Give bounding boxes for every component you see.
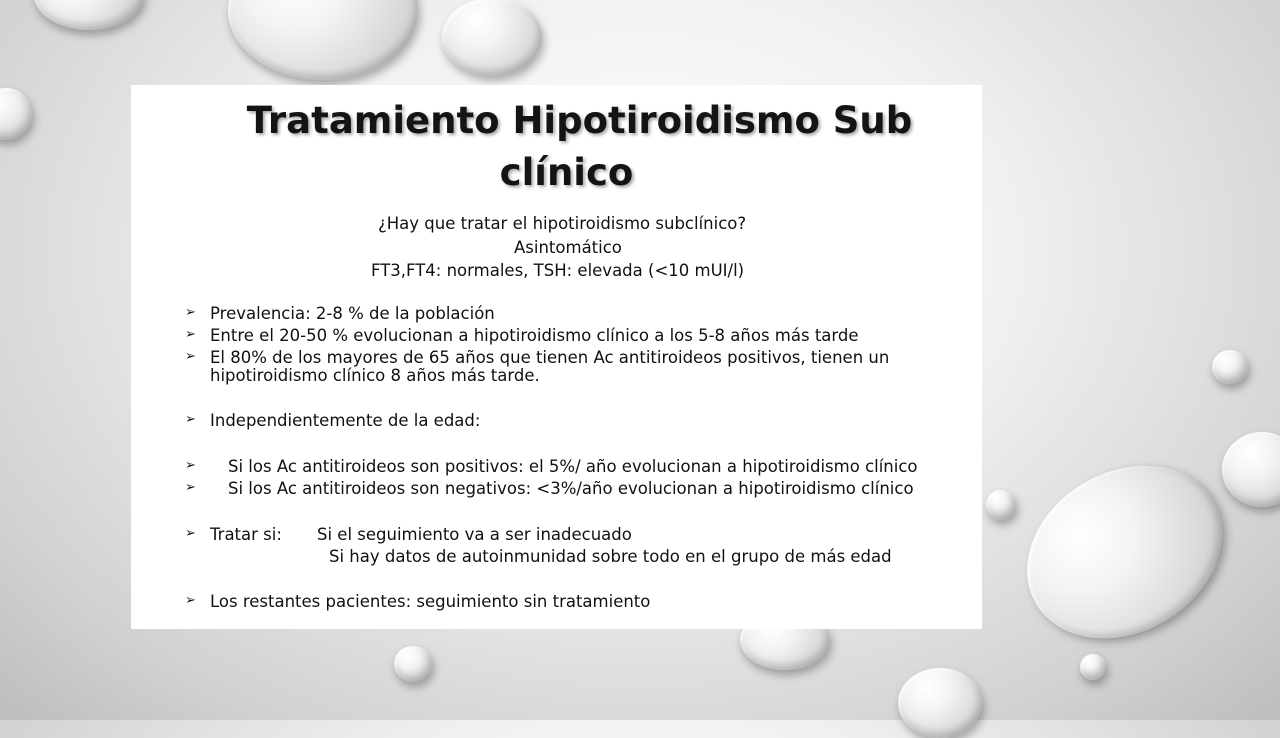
water-drop <box>0 88 32 140</box>
water-drop <box>228 0 418 80</box>
bullet-tratar-si-label: Tratar si: <box>210 525 282 544</box>
question-text: ¿Hay que tratar el hipotiroidismo subclínico? <box>378 214 747 233</box>
arrowhead-bullet-icon: ➢ <box>185 349 196 364</box>
water-drop <box>442 0 542 76</box>
title-line-2: clínico <box>499 151 634 194</box>
arrowhead-bullet-icon: ➢ <box>185 327 196 342</box>
bullet-mayores-65-line1: El 80% de los mayores de 65 años que tienen Ac antitiroideos positivos, tienen un <box>210 348 890 367</box>
arrowhead-bullet-icon: ➢ <box>185 412 196 427</box>
bullet-independiente-edad: Independientemente de la edad: <box>210 411 481 430</box>
water-drop <box>34 0 144 30</box>
bullet-prevalencia: Prevalencia: 2-8 % de la población <box>210 304 495 323</box>
water-drop <box>898 668 982 738</box>
slide-title <box>131 95 982 199</box>
arrowhead-bullet-icon: ➢ <box>185 480 196 495</box>
water-drop <box>996 431 1254 672</box>
bullet-tratar-si-line1: Si el seguimiento va a ser inadecuado <box>317 525 632 544</box>
bullet-ac-negativos: Si los Ac antitiroideos son negativos: <3%/año evolucionan a hipotiroidismo clínico <box>228 479 914 498</box>
water-drop <box>986 490 1016 520</box>
bullet-evolucion: Entre el 20-50 % evolucionan a hipotiroidismo clínico a los 5-8 años más tarde <box>210 326 859 345</box>
arrowhead-bullet-icon: ➢ <box>185 458 196 473</box>
slide-content-image <box>131 85 982 629</box>
water-drop <box>1212 350 1248 384</box>
water-drop <box>1222 432 1280 507</box>
bullet-ac-positivos: Si los Ac antitiroideos son positivos: el 5%/ año evolucionan a hipotiroidismo clínico <box>228 457 918 476</box>
subtitle-asintomatico: Asintomático <box>514 238 622 257</box>
bullet-tratar-si-line2: Si hay datos de autoinmunidad sobre todo en el grupo de más edad <box>329 547 892 566</box>
bullet-restantes-pacientes: Los restantes pacientes: seguimiento sin tratamiento <box>210 592 651 611</box>
arrowhead-bullet-icon: ➢ <box>185 526 196 541</box>
subtitle-lab-values: FT3,FT4: normales, TSH: elevada (<10 mUI/l) <box>371 261 745 280</box>
arrowhead-bullet-icon: ➢ <box>185 305 196 320</box>
water-drop <box>394 646 432 682</box>
title-line-1: Tratamiento Hipotiroidismo Sub <box>246 99 913 142</box>
bullet-mayores-65-line2: hipotiroidismo clínico 8 años más tarde. <box>210 366 540 385</box>
water-drop <box>1080 654 1106 680</box>
arrowhead-bullet-icon: ➢ <box>185 593 196 608</box>
